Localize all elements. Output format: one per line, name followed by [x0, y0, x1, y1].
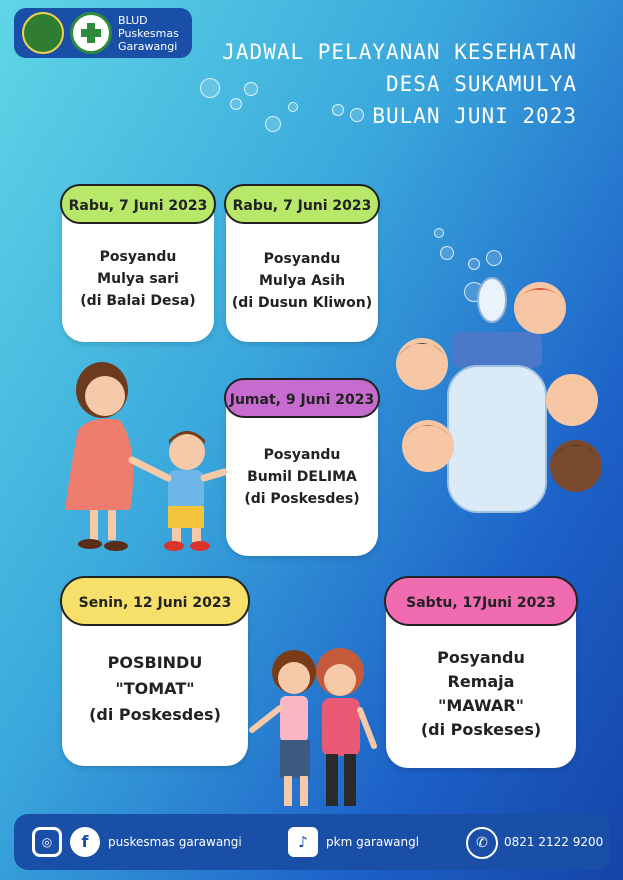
facebook-icon[interactable]: f: [70, 827, 100, 857]
teenagers-illustration: [244, 646, 384, 816]
card-activity-name: Remaja: [447, 672, 515, 691]
card-activity: Posyandu: [263, 447, 341, 463]
organization-name: BLUD Puskesmas Garawangi: [118, 14, 179, 53]
card-activity-name: "TOMAT": [115, 679, 195, 698]
card-activity-name: Mulya Asih: [258, 273, 346, 289]
babies-bottle-illustration: [392, 270, 622, 520]
page-title: JADWAL PELAYANAN KESEHATAN DESA SUKAMULYA BULAN JUNI 2023: [222, 40, 577, 128]
tiktok-handle[interactable]: pkm garawangl: [326, 835, 420, 849]
card-activity-name: Mulya sari: [97, 271, 179, 287]
tiktok-icon[interactable]: ♪: [288, 827, 318, 857]
card-location: (di Balai Desa): [80, 293, 196, 309]
card-activity-name-2: "MAWAR": [438, 696, 524, 715]
card-date-badge: Sabtu, 17Juni 2023: [384, 576, 578, 626]
header-logo-bar: [14, 8, 192, 58]
card-activity: Posyandu: [437, 648, 525, 667]
card-location: (di Dusun Kliwon): [231, 295, 373, 311]
card-activity-name: Bumil DELIMA: [247, 469, 357, 485]
footer-contact-bar: [14, 814, 610, 870]
phone-number[interactable]: 0821 2122 9200: [504, 835, 604, 849]
card-activity: POSBINDU: [107, 653, 203, 672]
card-date-badge: Senin, 12 Juni 2023: [60, 576, 250, 626]
regency-emblem-logo: [22, 12, 64, 54]
card-date-badge: Rabu, 7 Juni 2023: [224, 184, 380, 224]
mother-child-illustration: [50, 360, 230, 560]
whatsapp-icon[interactable]: ✆: [466, 827, 498, 859]
card-activity: Posyandu: [263, 251, 341, 267]
card-location: (di Poskesdes): [89, 705, 221, 724]
schedule-card-4: [62, 578, 248, 766]
schedule-card-3: [226, 380, 378, 556]
social-handle[interactable]: puskesmas garawangi: [108, 835, 242, 849]
card-location: (di Poskesdes): [244, 491, 360, 507]
card-date-badge: Rabu, 7 Juni 2023: [60, 184, 216, 224]
card-date-badge: Jumat, 9 Juni 2023: [224, 378, 380, 418]
card-location: (di Poskeses): [420, 720, 542, 739]
schedule-card-2: [226, 186, 378, 342]
schedule-card-5: [386, 578, 576, 768]
instagram-icon[interactable]: ◎: [32, 827, 62, 857]
card-activity: Posyandu: [99, 249, 177, 265]
schedule-card-1: [62, 186, 214, 342]
puskesmas-logo: [70, 12, 112, 54]
